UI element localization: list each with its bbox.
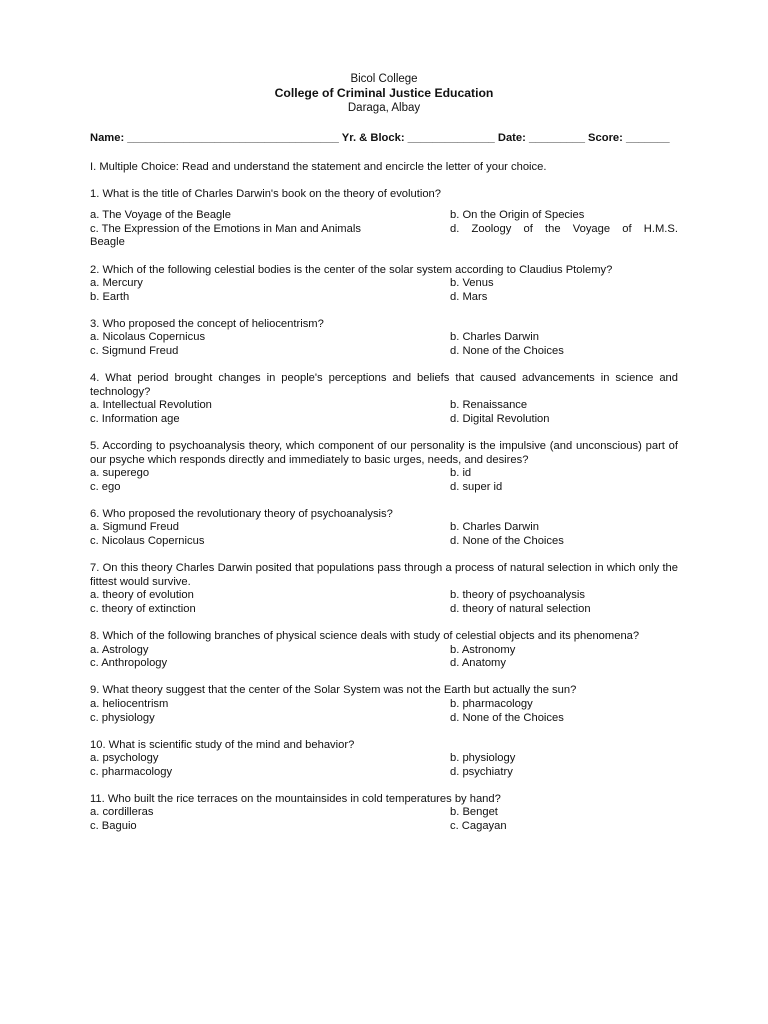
question-7 [90,562,678,616]
question-stem: 7. On this theory Charles Darwin posited that populations pass through a process of natural selection in which only the fittest would survive. [90,562,678,588]
option-b[interactable]: b. Renaissance [450,399,528,412]
question-11 [90,793,678,834]
options-grid [90,399,678,426]
question-stem: 10. What is scientific study of the mind and behavior? [90,738,355,751]
option-a[interactable]: a. heliocentrism [90,697,169,710]
option-c[interactable]: c. Baguio [90,820,137,833]
option-c-continuation: Beagle [90,236,125,249]
option-d[interactable]: c. Cagayan [450,820,507,833]
options-grid [90,467,678,494]
options-grid [90,698,678,725]
question-10 [90,739,678,780]
option-d[interactable]: d. Anatomy [450,657,506,670]
option-a[interactable]: a. psychology [90,752,159,765]
option-b[interactable]: b. theory of psychoanalysis [450,589,585,602]
school-name: Bicol College [350,73,418,85]
question-1 [90,188,678,250]
question-2 [90,264,678,305]
option-d[interactable]: d. psychiatry [450,765,513,778]
option-c[interactable]: c. Nicolaus Copernicus [90,535,205,548]
options-grid [90,589,678,616]
question-9 [90,684,678,725]
question-6 [90,508,678,549]
option-a[interactable]: a. theory of evolution [90,589,194,602]
options-grid [90,209,678,236]
option-c[interactable]: c. Sigmund Freud [90,345,179,358]
question-stem: 5. According to psychoanalysis theory, which component of our personality is the impulsive (and unconscious) part of our psyche which responds directly and immediately to basic urges, needs, and desires? [90,440,678,466]
option-c[interactable]: c. The Expression of the Emotions in Man and Animals [90,222,361,235]
option-b[interactable]: b. On the Origin of Species [450,209,585,222]
option-b[interactable]: b. Charles Darwin [450,521,539,534]
option-c[interactable]: c. pharmacology [90,765,173,778]
option-b[interactable]: b. Astronomy [450,643,516,656]
question-stem: 6. Who proposed the revolutionary theory of psychoanalysis? [90,507,393,520]
question-stem: 3. Who proposed the concept of heliocentrism? [90,317,324,330]
question-stem: 1. What is the title of Charles Darwin's book on the theory of evolution? [90,187,441,200]
question-stem: 9. What theory suggest that the center of the Solar System was not the Earth but actually the sun? [90,684,577,697]
options-grid [90,277,678,304]
option-c[interactable]: c. Information age [90,412,180,425]
question-5 [90,440,678,494]
option-d[interactable]: d. Mars [450,290,488,303]
option-a[interactable]: a. Intellectual Revolution [90,399,212,412]
option-a[interactable]: a. superego [90,467,150,480]
option-b[interactable]: b. pharmacology [450,697,533,710]
document-header [90,72,678,115]
question-stem: 11. Who built the rice terraces on the mountainsides in cold temperatures by hand? [90,792,501,805]
question-4 [90,372,678,426]
option-d[interactable]: d. Digital Revolution [450,412,550,425]
instructions: I. Multiple Choice: Read and understand the statement and encircle the letter of your choice. [90,160,547,173]
option-a[interactable]: a. Nicolaus Copernicus [90,331,206,344]
option-d[interactable]: d. None of the Choices [450,345,564,358]
option-a[interactable]: a. The Voyage of the Beagle [90,209,231,222]
option-c[interactable]: c. theory of extinction [90,602,196,615]
option-d[interactable]: d. None of the Choices [450,535,564,548]
options-grid [90,644,678,671]
option-b[interactable]: b. physiology [450,752,516,765]
option-d[interactable]: d. Zoology of the Voyage of H.M.S. [450,222,678,235]
question-stem: 8. Which of the following branches of physical science deals with study of celestial objects and its phenomena? [90,630,640,643]
option-b[interactable]: b. id [450,467,472,480]
option-d[interactable]: d. None of the Choices [450,711,564,724]
options-grid [90,331,678,358]
option-c[interactable]: c. Anthropology [90,657,168,670]
option-a[interactable]: a. cordilleras [90,806,154,819]
option-b[interactable]: b. Benget [450,806,498,819]
option-d[interactable]: d. theory of natural selection [450,602,591,615]
option-a[interactable]: a. Astrology [90,643,149,656]
option-c[interactable]: c. physiology [90,711,155,724]
option-b[interactable]: b. Venus [450,277,494,290]
option-a[interactable]: a. Mercury [90,277,143,290]
college-name: College of Criminal Justice Education [274,86,494,100]
option-c[interactable]: c. ego [90,480,121,493]
question-stem: 2. Which of the following celestial bodies is the center of the solar system according to Claudius Ptolemy? [90,263,613,276]
question-8 [90,630,678,671]
options-grid [90,521,678,548]
option-b[interactable]: b. Charles Darwin [450,331,539,344]
option-a[interactable]: a. Sigmund Freud [90,521,179,534]
student-info-line: Name: __________________________________ Yr. & Block: ______________ Date: _________ Score: _______ [90,132,670,144]
options-grid [90,806,678,833]
question-stem: 4. What period brought changes in people's perceptions and beliefs that caused advancements in science and technology? [90,372,678,398]
options-grid [90,752,678,779]
option-c[interactable]: b. Earth [90,290,130,303]
question-3 [90,318,678,359]
school-location: Daraga, Albay [347,102,421,114]
option-d[interactable]: d. super id [450,480,503,493]
